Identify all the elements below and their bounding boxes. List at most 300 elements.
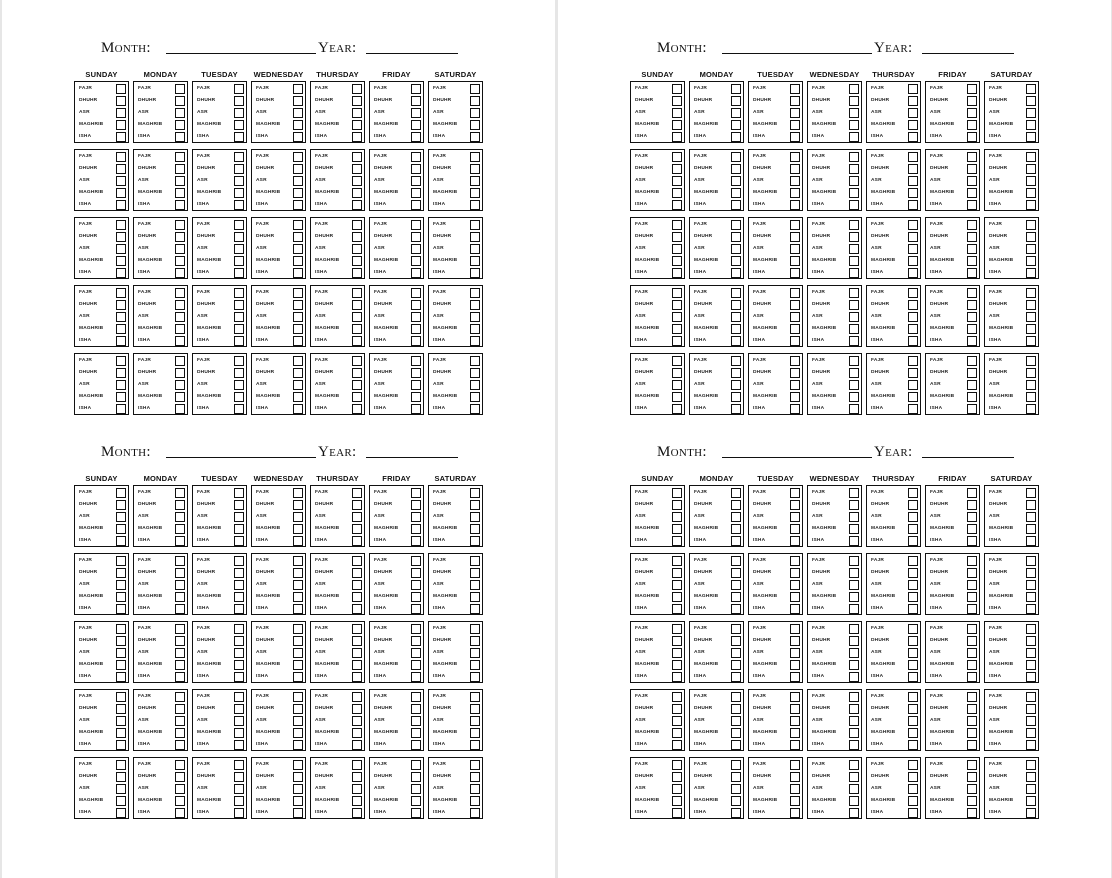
prayer-checkbox[interactable] — [731, 772, 741, 782]
prayer-checkbox[interactable] — [175, 488, 185, 498]
prayer-checkbox[interactable] — [234, 772, 244, 782]
prayer-checkbox[interactable] — [293, 716, 303, 726]
prayer-checkbox[interactable] — [175, 244, 185, 254]
prayer-checkbox[interactable] — [234, 808, 244, 818]
prayer-checkbox[interactable] — [967, 164, 977, 174]
prayer-checkbox[interactable] — [967, 176, 977, 186]
prayer-checkbox[interactable] — [352, 176, 362, 186]
prayer-checkbox[interactable] — [411, 636, 421, 646]
prayer-checkbox[interactable] — [470, 808, 480, 818]
prayer-checkbox[interactable] — [967, 772, 977, 782]
prayer-checkbox[interactable] — [908, 200, 918, 210]
prayer-checkbox[interactable] — [411, 300, 421, 310]
prayer-checkbox[interactable] — [470, 524, 480, 534]
prayer-checkbox[interactable] — [967, 256, 977, 266]
prayer-checkbox[interactable] — [352, 784, 362, 794]
prayer-checkbox[interactable] — [234, 312, 244, 322]
prayer-checkbox[interactable] — [908, 760, 918, 770]
prayer-checkbox[interactable] — [1026, 200, 1036, 210]
prayer-checkbox[interactable] — [234, 220, 244, 230]
prayer-checkbox[interactable] — [175, 176, 185, 186]
prayer-checkbox[interactable] — [352, 636, 362, 646]
prayer-checkbox[interactable] — [411, 672, 421, 682]
prayer-checkbox[interactable] — [731, 568, 741, 578]
prayer-checkbox[interactable] — [411, 312, 421, 322]
prayer-checkbox[interactable] — [731, 300, 741, 310]
prayer-checkbox[interactable] — [849, 268, 859, 278]
prayer-checkbox[interactable] — [470, 692, 480, 702]
prayer-checkbox[interactable] — [731, 356, 741, 366]
prayer-checkbox[interactable] — [1026, 312, 1036, 322]
prayer-checkbox[interactable] — [352, 524, 362, 534]
prayer-checkbox[interactable] — [1026, 488, 1036, 498]
prayer-checkbox[interactable] — [411, 488, 421, 498]
prayer-checkbox[interactable] — [731, 188, 741, 198]
prayer-checkbox[interactable] — [293, 604, 303, 614]
prayer-checkbox[interactable] — [908, 232, 918, 242]
prayer-checkbox[interactable] — [790, 404, 800, 414]
prayer-checkbox[interactable] — [470, 624, 480, 634]
prayer-checkbox[interactable] — [175, 96, 185, 106]
prayer-checkbox[interactable] — [116, 568, 126, 578]
prayer-checkbox[interactable] — [411, 200, 421, 210]
prayer-checkbox[interactable] — [293, 524, 303, 534]
prayer-checkbox[interactable] — [1026, 784, 1036, 794]
prayer-checkbox[interactable] — [731, 672, 741, 682]
prayer-checkbox[interactable] — [116, 760, 126, 770]
prayer-checkbox[interactable] — [1026, 580, 1036, 590]
prayer-checkbox[interactable] — [1026, 592, 1036, 602]
prayer-checkbox[interactable] — [731, 692, 741, 702]
prayer-checkbox[interactable] — [470, 392, 480, 402]
prayer-checkbox[interactable] — [293, 256, 303, 266]
prayer-checkbox[interactable] — [234, 740, 244, 750]
prayer-checkbox[interactable] — [352, 704, 362, 714]
prayer-checkbox[interactable] — [352, 760, 362, 770]
prayer-checkbox[interactable] — [1026, 660, 1036, 670]
prayer-checkbox[interactable] — [908, 220, 918, 230]
prayer-checkbox[interactable] — [849, 500, 859, 510]
prayer-checkbox[interactable] — [967, 580, 977, 590]
prayer-checkbox[interactable] — [849, 624, 859, 634]
prayer-checkbox[interactable] — [116, 176, 126, 186]
prayer-checkbox[interactable] — [352, 152, 362, 162]
month-blank-line[interactable] — [166, 53, 316, 54]
prayer-checkbox[interactable] — [411, 176, 421, 186]
prayer-checkbox[interactable] — [731, 556, 741, 566]
prayer-checkbox[interactable] — [790, 288, 800, 298]
prayer-checkbox[interactable] — [672, 488, 682, 498]
prayer-checkbox[interactable] — [352, 380, 362, 390]
prayer-checkbox[interactable] — [908, 648, 918, 658]
prayer-checkbox[interactable] — [411, 268, 421, 278]
prayer-checkbox[interactable] — [672, 96, 682, 106]
prayer-checkbox[interactable] — [293, 488, 303, 498]
prayer-checkbox[interactable] — [967, 200, 977, 210]
prayer-checkbox[interactable] — [116, 704, 126, 714]
prayer-checkbox[interactable] — [967, 392, 977, 402]
prayer-checkbox[interactable] — [672, 152, 682, 162]
prayer-checkbox[interactable] — [234, 648, 244, 658]
prayer-checkbox[interactable] — [470, 324, 480, 334]
prayer-checkbox[interactable] — [411, 716, 421, 726]
prayer-checkbox[interactable] — [908, 268, 918, 278]
prayer-checkbox[interactable] — [1026, 84, 1036, 94]
prayer-checkbox[interactable] — [790, 164, 800, 174]
prayer-checkbox[interactable] — [411, 660, 421, 670]
prayer-checkbox[interactable] — [967, 760, 977, 770]
prayer-checkbox[interactable] — [352, 728, 362, 738]
prayer-checkbox[interactable] — [293, 404, 303, 414]
prayer-checkbox[interactable] — [849, 356, 859, 366]
prayer-checkbox[interactable] — [116, 672, 126, 682]
prayer-checkbox[interactable] — [672, 796, 682, 806]
prayer-checkbox[interactable] — [731, 592, 741, 602]
prayer-checkbox[interactable] — [175, 624, 185, 634]
prayer-checkbox[interactable] — [790, 716, 800, 726]
prayer-checkbox[interactable] — [352, 648, 362, 658]
prayer-checkbox[interactable] — [1026, 120, 1036, 130]
prayer-checkbox[interactable] — [790, 796, 800, 806]
prayer-checkbox[interactable] — [731, 200, 741, 210]
prayer-checkbox[interactable] — [352, 740, 362, 750]
prayer-checkbox[interactable] — [234, 796, 244, 806]
prayer-checkbox[interactable] — [293, 324, 303, 334]
prayer-checkbox[interactable] — [731, 288, 741, 298]
prayer-checkbox[interactable] — [175, 692, 185, 702]
prayer-checkbox[interactable] — [672, 288, 682, 298]
prayer-checkbox[interactable] — [175, 336, 185, 346]
prayer-checkbox[interactable] — [293, 392, 303, 402]
prayer-checkbox[interactable] — [908, 536, 918, 546]
prayer-checkbox[interactable] — [908, 524, 918, 534]
prayer-checkbox[interactable] — [116, 404, 126, 414]
prayer-checkbox[interactable] — [411, 524, 421, 534]
prayer-checkbox[interactable] — [293, 200, 303, 210]
prayer-checkbox[interactable] — [672, 392, 682, 402]
prayer-checkbox[interactable] — [116, 288, 126, 298]
prayer-checkbox[interactable] — [790, 324, 800, 334]
prayer-checkbox[interactable] — [1026, 380, 1036, 390]
prayer-checkbox[interactable] — [731, 660, 741, 670]
prayer-checkbox[interactable] — [470, 268, 480, 278]
prayer-checkbox[interactable] — [967, 592, 977, 602]
prayer-checkbox[interactable] — [672, 300, 682, 310]
prayer-checkbox[interactable] — [1026, 96, 1036, 106]
prayer-checkbox[interactable] — [116, 108, 126, 118]
prayer-checkbox[interactable] — [116, 740, 126, 750]
prayer-checkbox[interactable] — [967, 220, 977, 230]
prayer-checkbox[interactable] — [470, 760, 480, 770]
prayer-checkbox[interactable] — [790, 624, 800, 634]
prayer-checkbox[interactable] — [672, 772, 682, 782]
prayer-checkbox[interactable] — [1026, 524, 1036, 534]
prayer-checkbox[interactable] — [411, 556, 421, 566]
prayer-checkbox[interactable] — [234, 500, 244, 510]
prayer-checkbox[interactable] — [731, 580, 741, 590]
prayer-checkbox[interactable] — [790, 760, 800, 770]
prayer-checkbox[interactable] — [790, 500, 800, 510]
prayer-checkbox[interactable] — [849, 164, 859, 174]
prayer-checkbox[interactable] — [731, 760, 741, 770]
prayer-checkbox[interactable] — [672, 220, 682, 230]
prayer-checkbox[interactable] — [293, 336, 303, 346]
prayer-checkbox[interactable] — [672, 84, 682, 94]
prayer-checkbox[interactable] — [352, 288, 362, 298]
prayer-checkbox[interactable] — [352, 392, 362, 402]
prayer-checkbox[interactable] — [967, 380, 977, 390]
prayer-checkbox[interactable] — [731, 648, 741, 658]
prayer-checkbox[interactable] — [234, 716, 244, 726]
prayer-checkbox[interactable] — [672, 500, 682, 510]
month-blank-line[interactable] — [722, 53, 872, 54]
prayer-checkbox[interactable] — [849, 200, 859, 210]
prayer-checkbox[interactable] — [175, 784, 185, 794]
prayer-checkbox[interactable] — [849, 392, 859, 402]
prayer-checkbox[interactable] — [175, 152, 185, 162]
prayer-checkbox[interactable] — [849, 580, 859, 590]
prayer-checkbox[interactable] — [116, 120, 126, 130]
prayer-checkbox[interactable] — [672, 784, 682, 794]
prayer-checkbox[interactable] — [849, 692, 859, 702]
prayer-checkbox[interactable] — [849, 380, 859, 390]
prayer-checkbox[interactable] — [790, 536, 800, 546]
prayer-checkbox[interactable] — [967, 536, 977, 546]
prayer-checkbox[interactable] — [790, 556, 800, 566]
prayer-checkbox[interactable] — [731, 604, 741, 614]
prayer-checkbox[interactable] — [849, 796, 859, 806]
prayer-checkbox[interactable] — [175, 380, 185, 390]
prayer-checkbox[interactable] — [967, 660, 977, 670]
prayer-checkbox[interactable] — [908, 256, 918, 266]
prayer-checkbox[interactable] — [908, 300, 918, 310]
prayer-checkbox[interactable] — [1026, 704, 1036, 714]
prayer-checkbox[interactable] — [234, 704, 244, 714]
prayer-checkbox[interactable] — [731, 380, 741, 390]
prayer-checkbox[interactable] — [849, 648, 859, 658]
prayer-checkbox[interactable] — [116, 624, 126, 634]
prayer-checkbox[interactable] — [293, 556, 303, 566]
prayer-checkbox[interactable] — [470, 244, 480, 254]
prayer-checkbox[interactable] — [1026, 288, 1036, 298]
prayer-checkbox[interactable] — [293, 188, 303, 198]
prayer-checkbox[interactable] — [908, 188, 918, 198]
prayer-checkbox[interactable] — [116, 536, 126, 546]
prayer-checkbox[interactable] — [790, 96, 800, 106]
prayer-checkbox[interactable] — [672, 188, 682, 198]
prayer-checkbox[interactable] — [1026, 692, 1036, 702]
prayer-checkbox[interactable] — [731, 152, 741, 162]
prayer-checkbox[interactable] — [1026, 636, 1036, 646]
prayer-checkbox[interactable] — [116, 132, 126, 142]
prayer-checkbox[interactable] — [731, 368, 741, 378]
prayer-checkbox[interactable] — [672, 580, 682, 590]
prayer-checkbox[interactable] — [849, 404, 859, 414]
prayer-checkbox[interactable] — [849, 536, 859, 546]
year-blank-line[interactable] — [922, 53, 1014, 54]
prayer-checkbox[interactable] — [1026, 624, 1036, 634]
prayer-checkbox[interactable] — [790, 200, 800, 210]
prayer-checkbox[interactable] — [175, 368, 185, 378]
prayer-checkbox[interactable] — [967, 524, 977, 534]
prayer-checkbox[interactable] — [967, 152, 977, 162]
prayer-checkbox[interactable] — [293, 108, 303, 118]
prayer-checkbox[interactable] — [790, 336, 800, 346]
prayer-checkbox[interactable] — [352, 120, 362, 130]
prayer-checkbox[interactable] — [908, 672, 918, 682]
prayer-checkbox[interactable] — [470, 220, 480, 230]
prayer-checkbox[interactable] — [849, 300, 859, 310]
prayer-checkbox[interactable] — [967, 312, 977, 322]
prayer-checkbox[interactable] — [1026, 568, 1036, 578]
prayer-checkbox[interactable] — [849, 592, 859, 602]
prayer-checkbox[interactable] — [790, 524, 800, 534]
prayer-checkbox[interactable] — [470, 380, 480, 390]
prayer-checkbox[interactable] — [293, 672, 303, 682]
prayer-checkbox[interactable] — [234, 672, 244, 682]
prayer-checkbox[interactable] — [234, 336, 244, 346]
prayer-checkbox[interactable] — [411, 808, 421, 818]
prayer-checkbox[interactable] — [731, 84, 741, 94]
prayer-checkbox[interactable] — [116, 324, 126, 334]
prayer-checkbox[interactable] — [1026, 672, 1036, 682]
prayer-checkbox[interactable] — [849, 512, 859, 522]
prayer-checkbox[interactable] — [293, 120, 303, 130]
prayer-checkbox[interactable] — [470, 176, 480, 186]
prayer-checkbox[interactable] — [411, 164, 421, 174]
prayer-checkbox[interactable] — [967, 692, 977, 702]
prayer-checkbox[interactable] — [672, 256, 682, 266]
prayer-checkbox[interactable] — [908, 592, 918, 602]
prayer-checkbox[interactable] — [908, 132, 918, 142]
prayer-checkbox[interactable] — [672, 660, 682, 670]
prayer-checkbox[interactable] — [175, 392, 185, 402]
prayer-checkbox[interactable] — [1026, 404, 1036, 414]
prayer-checkbox[interactable] — [672, 512, 682, 522]
prayer-checkbox[interactable] — [234, 356, 244, 366]
prayer-checkbox[interactable] — [175, 796, 185, 806]
prayer-checkbox[interactable] — [790, 660, 800, 670]
prayer-checkbox[interactable] — [470, 232, 480, 242]
prayer-checkbox[interactable] — [116, 784, 126, 794]
prayer-checkbox[interactable] — [470, 740, 480, 750]
prayer-checkbox[interactable] — [672, 728, 682, 738]
prayer-checkbox[interactable] — [116, 512, 126, 522]
prayer-checkbox[interactable] — [352, 512, 362, 522]
prayer-checkbox[interactable] — [790, 268, 800, 278]
prayer-checkbox[interactable] — [234, 188, 244, 198]
prayer-checkbox[interactable] — [849, 84, 859, 94]
prayer-checkbox[interactable] — [790, 232, 800, 242]
prayer-checkbox[interactable] — [352, 716, 362, 726]
prayer-checkbox[interactable] — [790, 300, 800, 310]
prayer-checkbox[interactable] — [411, 740, 421, 750]
prayer-checkbox[interactable] — [849, 244, 859, 254]
prayer-checkbox[interactable] — [849, 760, 859, 770]
prayer-checkbox[interactable] — [352, 336, 362, 346]
year-blank-line[interactable] — [366, 53, 458, 54]
prayer-checkbox[interactable] — [116, 300, 126, 310]
prayer-checkbox[interactable] — [967, 300, 977, 310]
prayer-checkbox[interactable] — [470, 188, 480, 198]
prayer-checkbox[interactable] — [470, 716, 480, 726]
prayer-checkbox[interactable] — [116, 728, 126, 738]
prayer-checkbox[interactable] — [790, 108, 800, 118]
prayer-checkbox[interactable] — [672, 524, 682, 534]
prayer-checkbox[interactable] — [790, 84, 800, 94]
prayer-checkbox[interactable] — [293, 380, 303, 390]
prayer-checkbox[interactable] — [411, 96, 421, 106]
prayer-checkbox[interactable] — [672, 808, 682, 818]
prayer-checkbox[interactable] — [175, 356, 185, 366]
prayer-checkbox[interactable] — [967, 488, 977, 498]
prayer-checkbox[interactable] — [1026, 760, 1036, 770]
prayer-checkbox[interactable] — [234, 288, 244, 298]
prayer-checkbox[interactable] — [908, 288, 918, 298]
prayer-checkbox[interactable] — [1026, 324, 1036, 334]
prayer-checkbox[interactable] — [1026, 164, 1036, 174]
prayer-checkbox[interactable] — [116, 716, 126, 726]
prayer-checkbox[interactable] — [849, 772, 859, 782]
prayer-checkbox[interactable] — [234, 96, 244, 106]
prayer-checkbox[interactable] — [352, 268, 362, 278]
prayer-checkbox[interactable] — [790, 784, 800, 794]
prayer-checkbox[interactable] — [849, 716, 859, 726]
prayer-checkbox[interactable] — [116, 556, 126, 566]
prayer-checkbox[interactable] — [470, 568, 480, 578]
prayer-checkbox[interactable] — [908, 404, 918, 414]
prayer-checkbox[interactable] — [967, 808, 977, 818]
prayer-checkbox[interactable] — [908, 108, 918, 118]
prayer-checkbox[interactable] — [908, 368, 918, 378]
prayer-checkbox[interactable] — [116, 392, 126, 402]
prayer-checkbox[interactable] — [1026, 392, 1036, 402]
prayer-checkbox[interactable] — [175, 568, 185, 578]
prayer-checkbox[interactable] — [849, 740, 859, 750]
prayer-checkbox[interactable] — [672, 740, 682, 750]
prayer-checkbox[interactable] — [1026, 176, 1036, 186]
prayer-checkbox[interactable] — [234, 556, 244, 566]
prayer-checkbox[interactable] — [352, 624, 362, 634]
prayer-checkbox[interactable] — [849, 232, 859, 242]
prayer-checkbox[interactable] — [352, 536, 362, 546]
prayer-checkbox[interactable] — [352, 256, 362, 266]
prayer-checkbox[interactable] — [293, 244, 303, 254]
prayer-checkbox[interactable] — [352, 488, 362, 498]
prayer-checkbox[interactable] — [175, 672, 185, 682]
prayer-checkbox[interactable] — [470, 556, 480, 566]
prayer-checkbox[interactable] — [1026, 604, 1036, 614]
prayer-checkbox[interactable] — [672, 108, 682, 118]
prayer-checkbox[interactable] — [293, 796, 303, 806]
year-blank-line[interactable] — [922, 457, 1014, 458]
prayer-checkbox[interactable] — [790, 312, 800, 322]
prayer-checkbox[interactable] — [1026, 244, 1036, 254]
prayer-checkbox[interactable] — [1026, 188, 1036, 198]
prayer-checkbox[interactable] — [175, 704, 185, 714]
prayer-checkbox[interactable] — [293, 592, 303, 602]
prayer-checkbox[interactable] — [849, 176, 859, 186]
prayer-checkbox[interactable] — [908, 176, 918, 186]
prayer-checkbox[interactable] — [1026, 220, 1036, 230]
prayer-checkbox[interactable] — [849, 568, 859, 578]
prayer-checkbox[interactable] — [470, 288, 480, 298]
prayer-checkbox[interactable] — [967, 288, 977, 298]
prayer-checkbox[interactable] — [175, 648, 185, 658]
month-blank-line[interactable] — [166, 457, 316, 458]
prayer-checkbox[interactable] — [470, 300, 480, 310]
prayer-checkbox[interactable] — [116, 488, 126, 498]
